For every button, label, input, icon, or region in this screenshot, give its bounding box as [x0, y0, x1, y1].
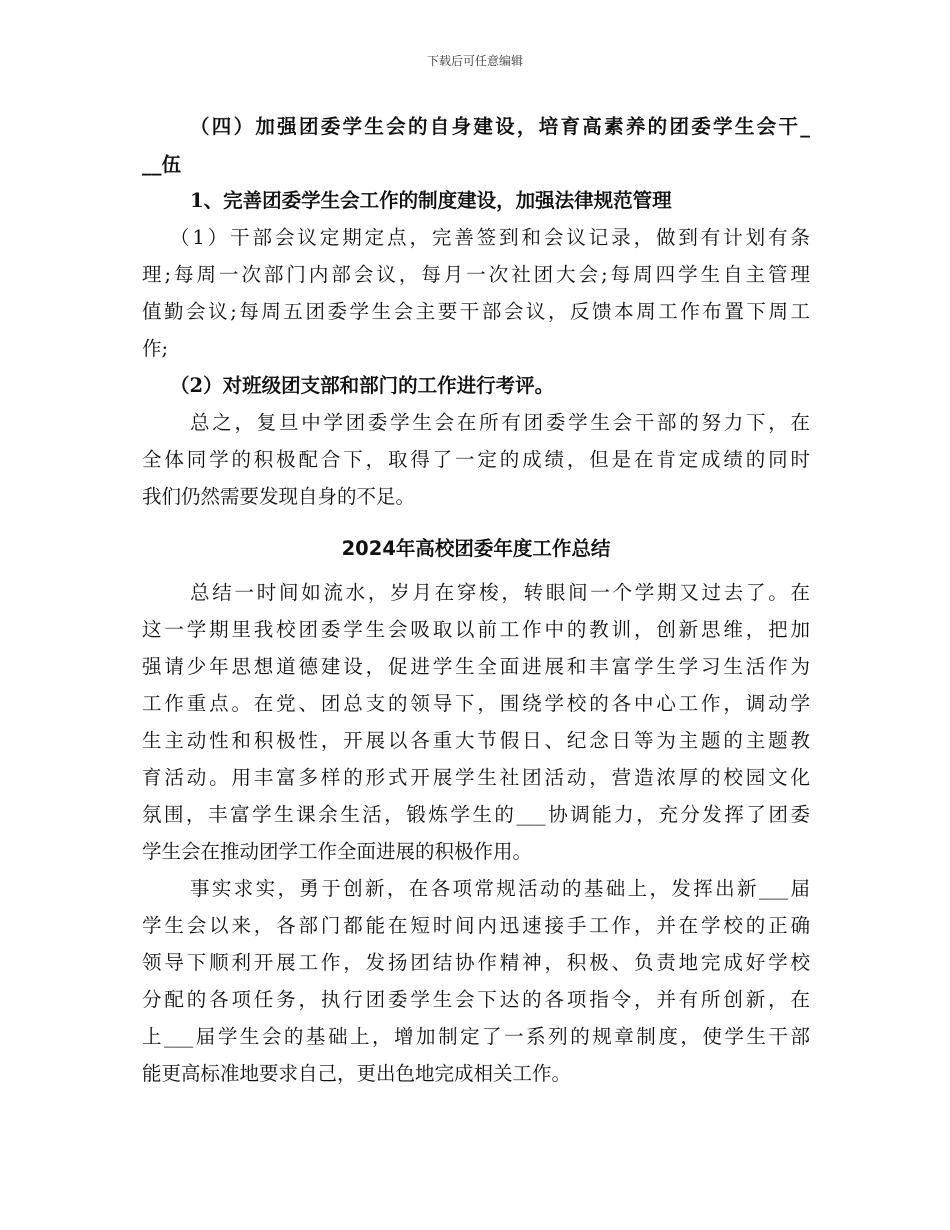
paragraph-line: 这一学期里我校团委学生会吸取以前工作中的教训，创新思维，把加 — [142, 618, 810, 641]
paragraph-line: 分配的各项任务，执行团委学生会下达的各项指令，并有所创新，在 — [142, 988, 810, 1011]
paragraph-line: 作; — [142, 337, 169, 360]
paragraph-line: 育活动。用丰富多样的形式开展学生社团活动，营造浓厚的校园文化 — [142, 766, 810, 789]
paragraph-line: 理;每周一次部门内部会议，每月一次社团大会;每周四学生自主管理 — [142, 263, 810, 286]
paragraph-line: 学生会以来，各部门都能在短时间内迅速接手工作，并在学校的正确 — [142, 914, 810, 937]
paragraph-line: 总结一时间如流水，岁月在穿梭，转眼间一个学期又过去了。在 — [190, 581, 810, 604]
paragraph-line: 上___届学生会的基础上，增加制定了一系列的规章制度，使学生干部 — [142, 1025, 810, 1048]
paragraph-line: 值勤会议;每周五团委学生会主要干部会议，反馈本周工作布置下周工 — [142, 300, 810, 323]
paragraph-line: 氛围，丰富学生课余生活，锻炼学生的___协调能力，充分发挥了团委 — [142, 803, 810, 826]
section-heading-4: （四）加强团委学生会的自身建设，培育高素养的团委学生会干_ — [190, 115, 810, 138]
paragraph-line: 事实求实，勇于创新，在各项常规活动的基础上，发挥出新___届 — [190, 877, 810, 900]
page-header: 下载后可任意编辑 — [426, 54, 523, 68]
section-heading-4-cont: __伍 — [142, 153, 182, 176]
paragraph-line: 能更高标准地要求自己，更出色地完成相关工作。 — [142, 1062, 572, 1085]
paragraph-line: （1）干部会议定期定点，完善签到和会议记录，做到有计划有条 — [170, 226, 810, 249]
paragraph-line: 工作重点。在党、团总支的领导下，围绕学校的各中心工作，调动学 — [142, 692, 810, 715]
paragraph-line: 生主动性和积极性，开展以各重大节假日、纪念日等为主题的主题教 — [142, 729, 810, 752]
paragraph-line: 学生会在推动团学工作全面进展的积极作用。 — [142, 840, 533, 863]
subheading-1: 1、完善团委学生会工作的制度建设，加强法律规范管理 — [190, 189, 672, 212]
paragraph-line: 领导下顺利开展工作，发扬团结协作精神，积极、负责地完成好学校 — [142, 951, 810, 974]
document-title: 2024年高校团委年度工作总结 — [341, 537, 611, 560]
paragraph-line: 总之，复旦中学团委学生会在所有团委学生会干部的努力下，在 — [190, 411, 810, 434]
paragraph-line: 全体同学的积极配合下，取得了一定的成绩，但是在肯定成绩的同时 — [142, 448, 810, 471]
subheading-2: （2）对班级团支部和部门的工作进行考评。 — [170, 374, 555, 397]
paragraph-line: 我们仍然需要发现自身的不足。 — [142, 485, 416, 508]
paragraph-line: 强请少年思想道德建设，促进学生全面进展和丰富学生学习生活作为 — [142, 655, 810, 678]
